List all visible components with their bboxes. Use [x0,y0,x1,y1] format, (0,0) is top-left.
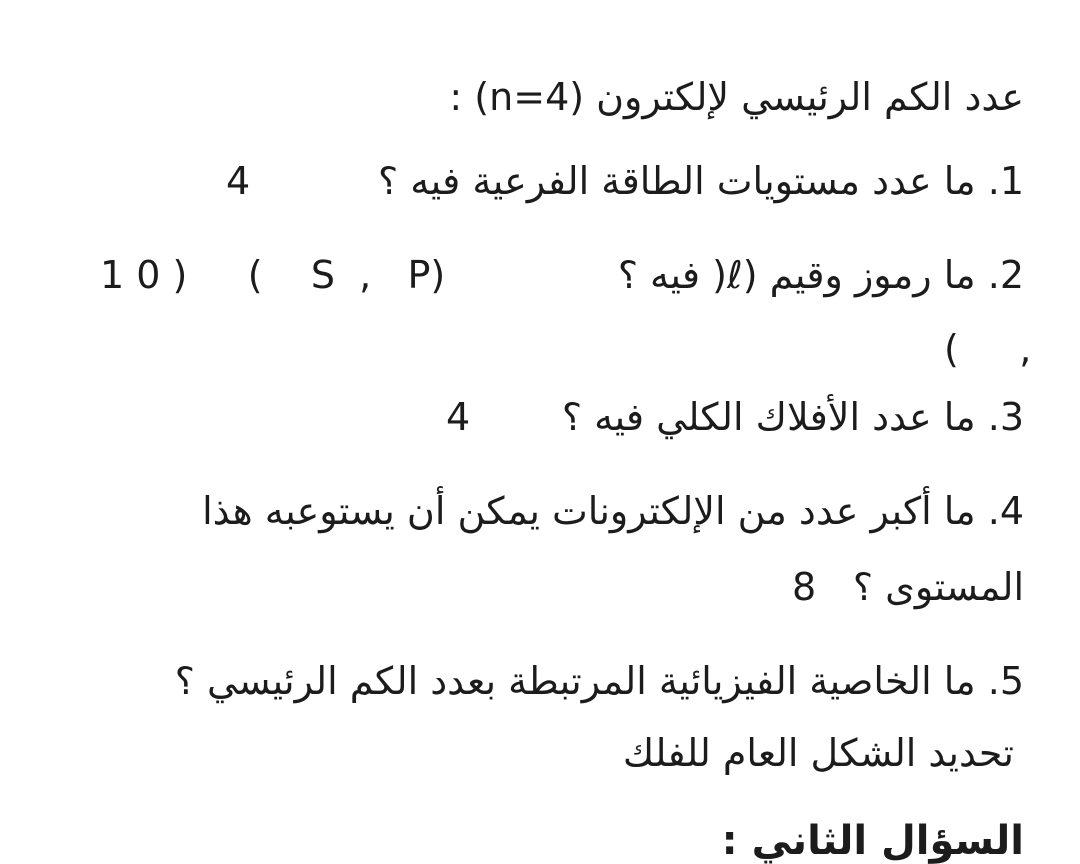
answer-2-continued: ( , [944,327,1032,371]
answer-4: 8 [792,565,817,609]
intro-line: عدد الكم الرئيسي لإلكترون (n=4) : [449,75,1024,119]
question-2: 2. ما رموز وقيم (ℓ( فيه ؟ [617,253,1024,297]
answer-1: 4 [226,159,251,203]
question-5: 5. ما الخاصية الفيزيائية المرتبطة بعدد الكم الرئيسي ؟ [174,659,1024,703]
answer-3: 4 [446,395,471,439]
next-section-heading: السؤال الثاني : [721,818,1024,864]
answer-2: 1 0 ) ( S , P) [100,253,446,297]
answer-5: تحديد الشكل العام للفلك [622,731,1014,775]
question-1: 1. ما عدد مستويات الطاقة الفرعية فيه ؟ [377,159,1024,203]
question-3: 3. ما عدد الأفلاك الكلي فيه ؟ [561,395,1024,439]
question-4: 4. ما أكبر عدد من الإلكترونات يمكن أن يستوعبه هذا [202,489,1024,533]
question-4-continued: المستوى ؟ [852,565,1024,609]
